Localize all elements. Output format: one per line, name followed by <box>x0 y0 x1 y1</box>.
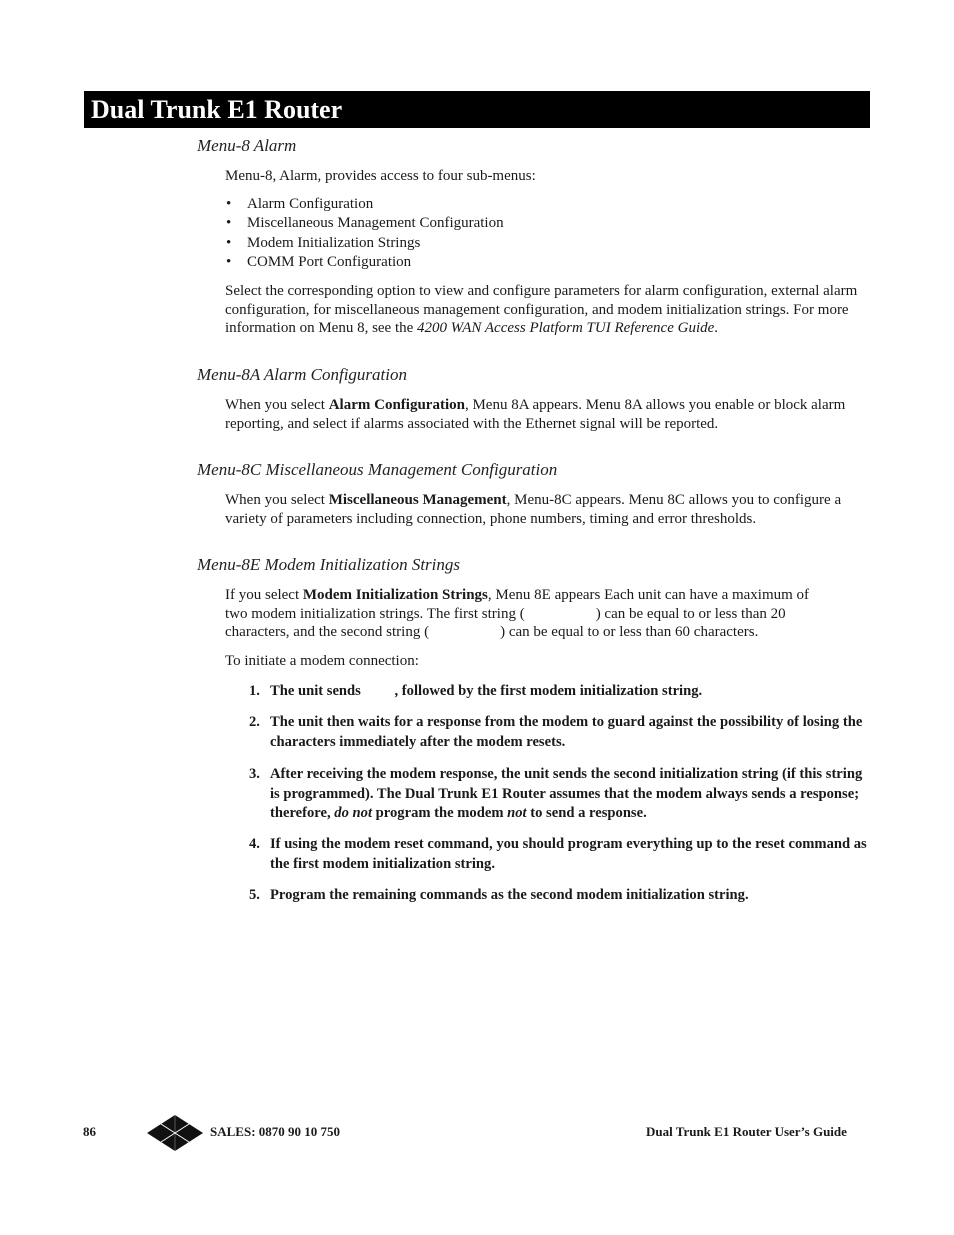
menu8-body-end: . <box>714 320 719 337</box>
menu8e-line3-post: ) can be equal to or less than 60 characters. <box>500 624 759 641</box>
step-text: The unit then waits for a response from the modem to guard against the possibility of losing the characters immediately after the modem resets. <box>270 714 863 750</box>
step3-text-c: to send a response. <box>526 805 647 821</box>
section-heading-menu8e: Menu-8E Modem Initialization Strings <box>197 555 461 574</box>
page-number: 86 <box>83 1124 96 1139</box>
menu8e-body-pre: If you select <box>225 587 303 603</box>
menu8e-line-3 <box>225 623 873 642</box>
step3-text-b: program the modem <box>372 805 508 821</box>
section-heading-menu8c: Menu-8C Miscellaneous Management Configuration <box>197 460 558 479</box>
menu8-reference-guide: 4200 WAN Access Platform TUI Reference Guide <box>417 320 715 337</box>
step-number: 1. <box>249 683 260 699</box>
step3-emphasis-do-not: do not <box>334 805 373 821</box>
section-heading-menu8: Menu-8 Alarm <box>197 136 297 155</box>
step-number: 3. <box>249 766 260 782</box>
menu8-submenu-list <box>225 195 504 272</box>
step-text <box>249 682 873 702</box>
menu8-body <box>225 282 873 338</box>
step-5 <box>249 886 873 906</box>
menu8c-body-pre: When you select <box>225 492 329 508</box>
menu8c-bold-term: Miscellaneous Management <box>328 492 507 508</box>
step-number: 2. <box>249 714 260 730</box>
step-number: 4. <box>249 836 260 852</box>
menu8c-body-post: , Menu-8C appears. Menu 8C allows you to configure a variety of parameters including connection, phone numbers, timing and error thresholds. <box>225 492 842 527</box>
list-item: • Miscellaneous Management Configuration <box>225 214 504 233</box>
step-number: 5. <box>249 887 260 903</box>
menu8e-line3-pre: characters, and the second string ( <box>225 624 430 641</box>
menu8e-line-1 <box>225 586 873 605</box>
step1-text-a: The unit sends <box>270 683 365 699</box>
step3-text-a: After receiving the modem response, the unit sends the second initialization string (if this string is programmed). The Dual Trunk E1 Router assumes that the modem always sends a response; therefore, <box>270 766 863 821</box>
step-text: Program the remaining commands as the second modem initialization string. <box>270 887 749 903</box>
step1-text-b: , followed by the first modem initialization string. <box>394 683 703 699</box>
step-text: If using the modem reset command, you should program everything up to the reset command as the first modem initialization string. <box>270 836 867 872</box>
menu8-intro: Menu-8, Alarm, provides access to four sub-menus: <box>225 168 536 184</box>
menu8-body-text: Select the corresponding option to view and configure parameters for alarm configuration, external alarm configuration, for miscellaneous management configuration, and modem initialization strings. For more information on Menu 8, see the <box>225 283 858 337</box>
menu8e-line2-post: ) can be equal to or less than 20 <box>595 605 786 622</box>
step-1 <box>249 682 873 702</box>
section-heading-menu8a: Menu-8A Alarm Configuration <box>197 365 407 384</box>
step-3 <box>249 765 873 824</box>
menu8e-initiate: To initiate a modem connection: <box>225 653 419 669</box>
black-box-logo-icon <box>147 1115 203 1151</box>
step-text <box>249 765 873 824</box>
footer-guide-title: Dual Trunk E1 Router User’s Guide <box>646 1124 847 1139</box>
list-item: • COMM Port Configuration <box>225 253 504 272</box>
step3-emphasis-not: not <box>507 805 527 821</box>
menu8a-body-pre: When you select <box>225 397 329 413</box>
menu8e-line1-post: , Menu 8E appears Each unit can have a maximum of <box>487 587 810 603</box>
footer-sales: SALES: 0870 90 10 750 <box>210 1124 341 1139</box>
step-4 <box>249 835 873 874</box>
menu8a-body <box>225 396 873 433</box>
page-banner-title: Dual Trunk E1 Router <box>84 91 870 128</box>
menu8e-body <box>225 586 873 642</box>
menu8e-bold-term: Modem Initialization Strings <box>302 587 488 603</box>
menu8c-body <box>225 491 873 528</box>
menu8e-line2-pre: two modem initialization strings. The first string ( <box>225 605 525 622</box>
list-item: • Modem Initialization Strings <box>225 234 504 253</box>
list-item: • Alarm Configuration <box>225 195 504 214</box>
menu8e-line-2 <box>225 605 873 624</box>
step-2 <box>249 713 873 752</box>
menu8a-body-post: , Menu 8A appears. Menu 8A allows you enable or block alarm reporting, and select if alarms associated with the Ethernet signal will be reported. <box>225 397 846 432</box>
menu8a-bold-term: Alarm Configuration <box>328 397 465 413</box>
